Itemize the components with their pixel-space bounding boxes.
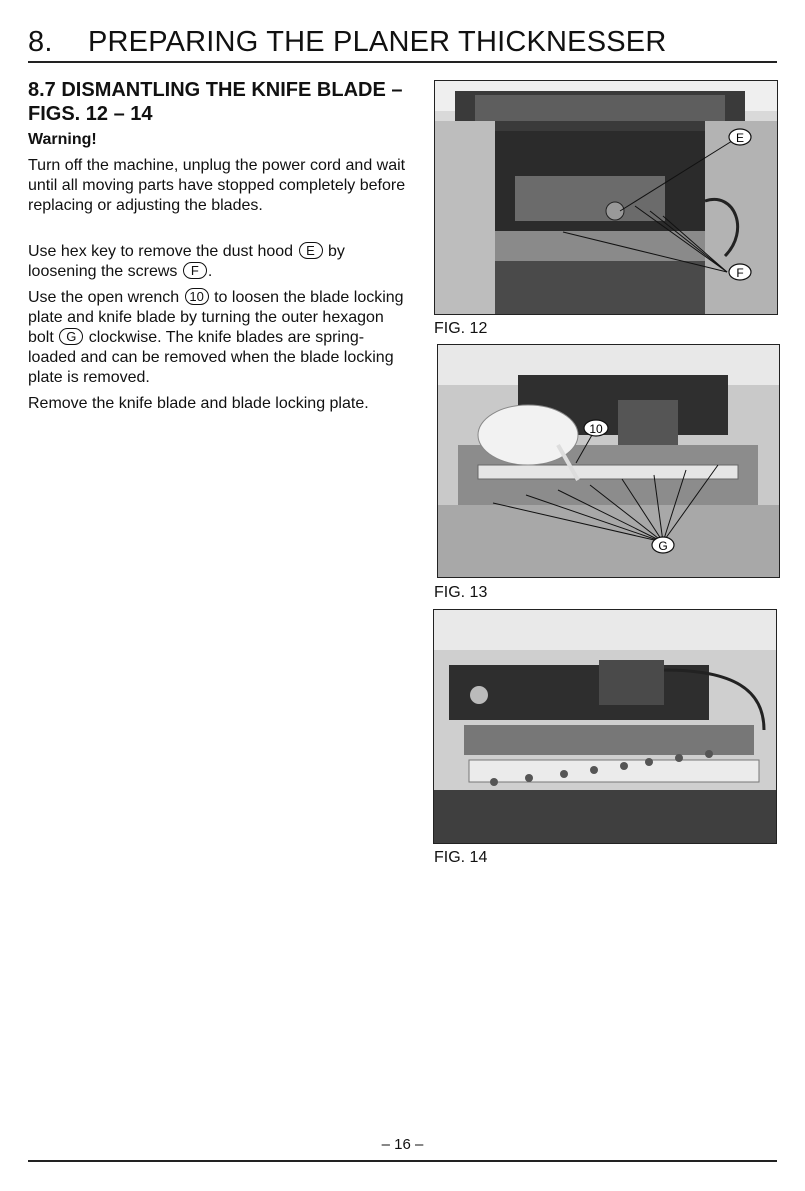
fig13-callout-10: 10 <box>589 422 603 436</box>
chapter-title-text: PREPARING THE PLANER THICKNESSER <box>88 26 667 58</box>
figure-12-photo <box>434 80 778 315</box>
fig13-callout-g: G <box>658 539 668 553</box>
fig14-illustration <box>434 610 776 843</box>
callout-10: 10 <box>185 288 209 305</box>
figure-14-photo <box>433 609 777 844</box>
step-loosen-blade <box>28 288 410 388</box>
fig12-illustration <box>435 81 777 314</box>
callout-f: F <box>183 262 207 279</box>
step-remove-dust-hood <box>28 242 410 282</box>
chapter-title <box>28 26 666 58</box>
step2-text-middle: to loosen the blade locking plate and knife blade by turning the outer hexagon bolt <box>28 289 404 346</box>
fig13-illustration <box>438 345 779 577</box>
warning-text: Turn off the machine, unplug the power cord and wait until all moving parts have stopped completely before replacing or adjusting the blades. <box>28 157 406 214</box>
step2-text-after: clockwise. The knife blades are spring-loaded and can be removed when the blade locking plate is removed. <box>28 329 394 386</box>
fig12-caption: FIG. 12 <box>434 320 488 337</box>
header-rule <box>28 61 777 63</box>
chapter-number: 8. <box>28 26 53 58</box>
step-remove-blade <box>28 394 410 414</box>
step1-text-before: Use hex key to remove the dust hood <box>28 243 294 260</box>
fig13-caption: FIG. 13 <box>434 584 488 601</box>
fig12-callout-f: F <box>736 266 744 280</box>
callout-g: G <box>59 328 83 345</box>
warning-paragraph <box>28 156 410 216</box>
callout-e: E <box>299 242 323 259</box>
fig14-caption: FIG. 14 <box>434 849 488 866</box>
page-number: – 16 – <box>381 1136 424 1153</box>
step3-text: Remove the knife blade and blade locking plate. <box>28 395 369 412</box>
step1-text-after: . <box>207 263 213 280</box>
fig12-callout-e: E <box>735 131 745 145</box>
footer-rule <box>28 1160 777 1162</box>
step1-text-middle: by loosening the screws <box>28 243 345 280</box>
section-heading: 8.7 DISMANTLING THE KNIFE BLADE – FIGS. 12 – 14 <box>28 79 403 125</box>
step2-text-before: Use the open wrench <box>28 289 180 306</box>
warning-title: Warning! <box>28 131 97 148</box>
figure-13-photo <box>437 344 780 578</box>
